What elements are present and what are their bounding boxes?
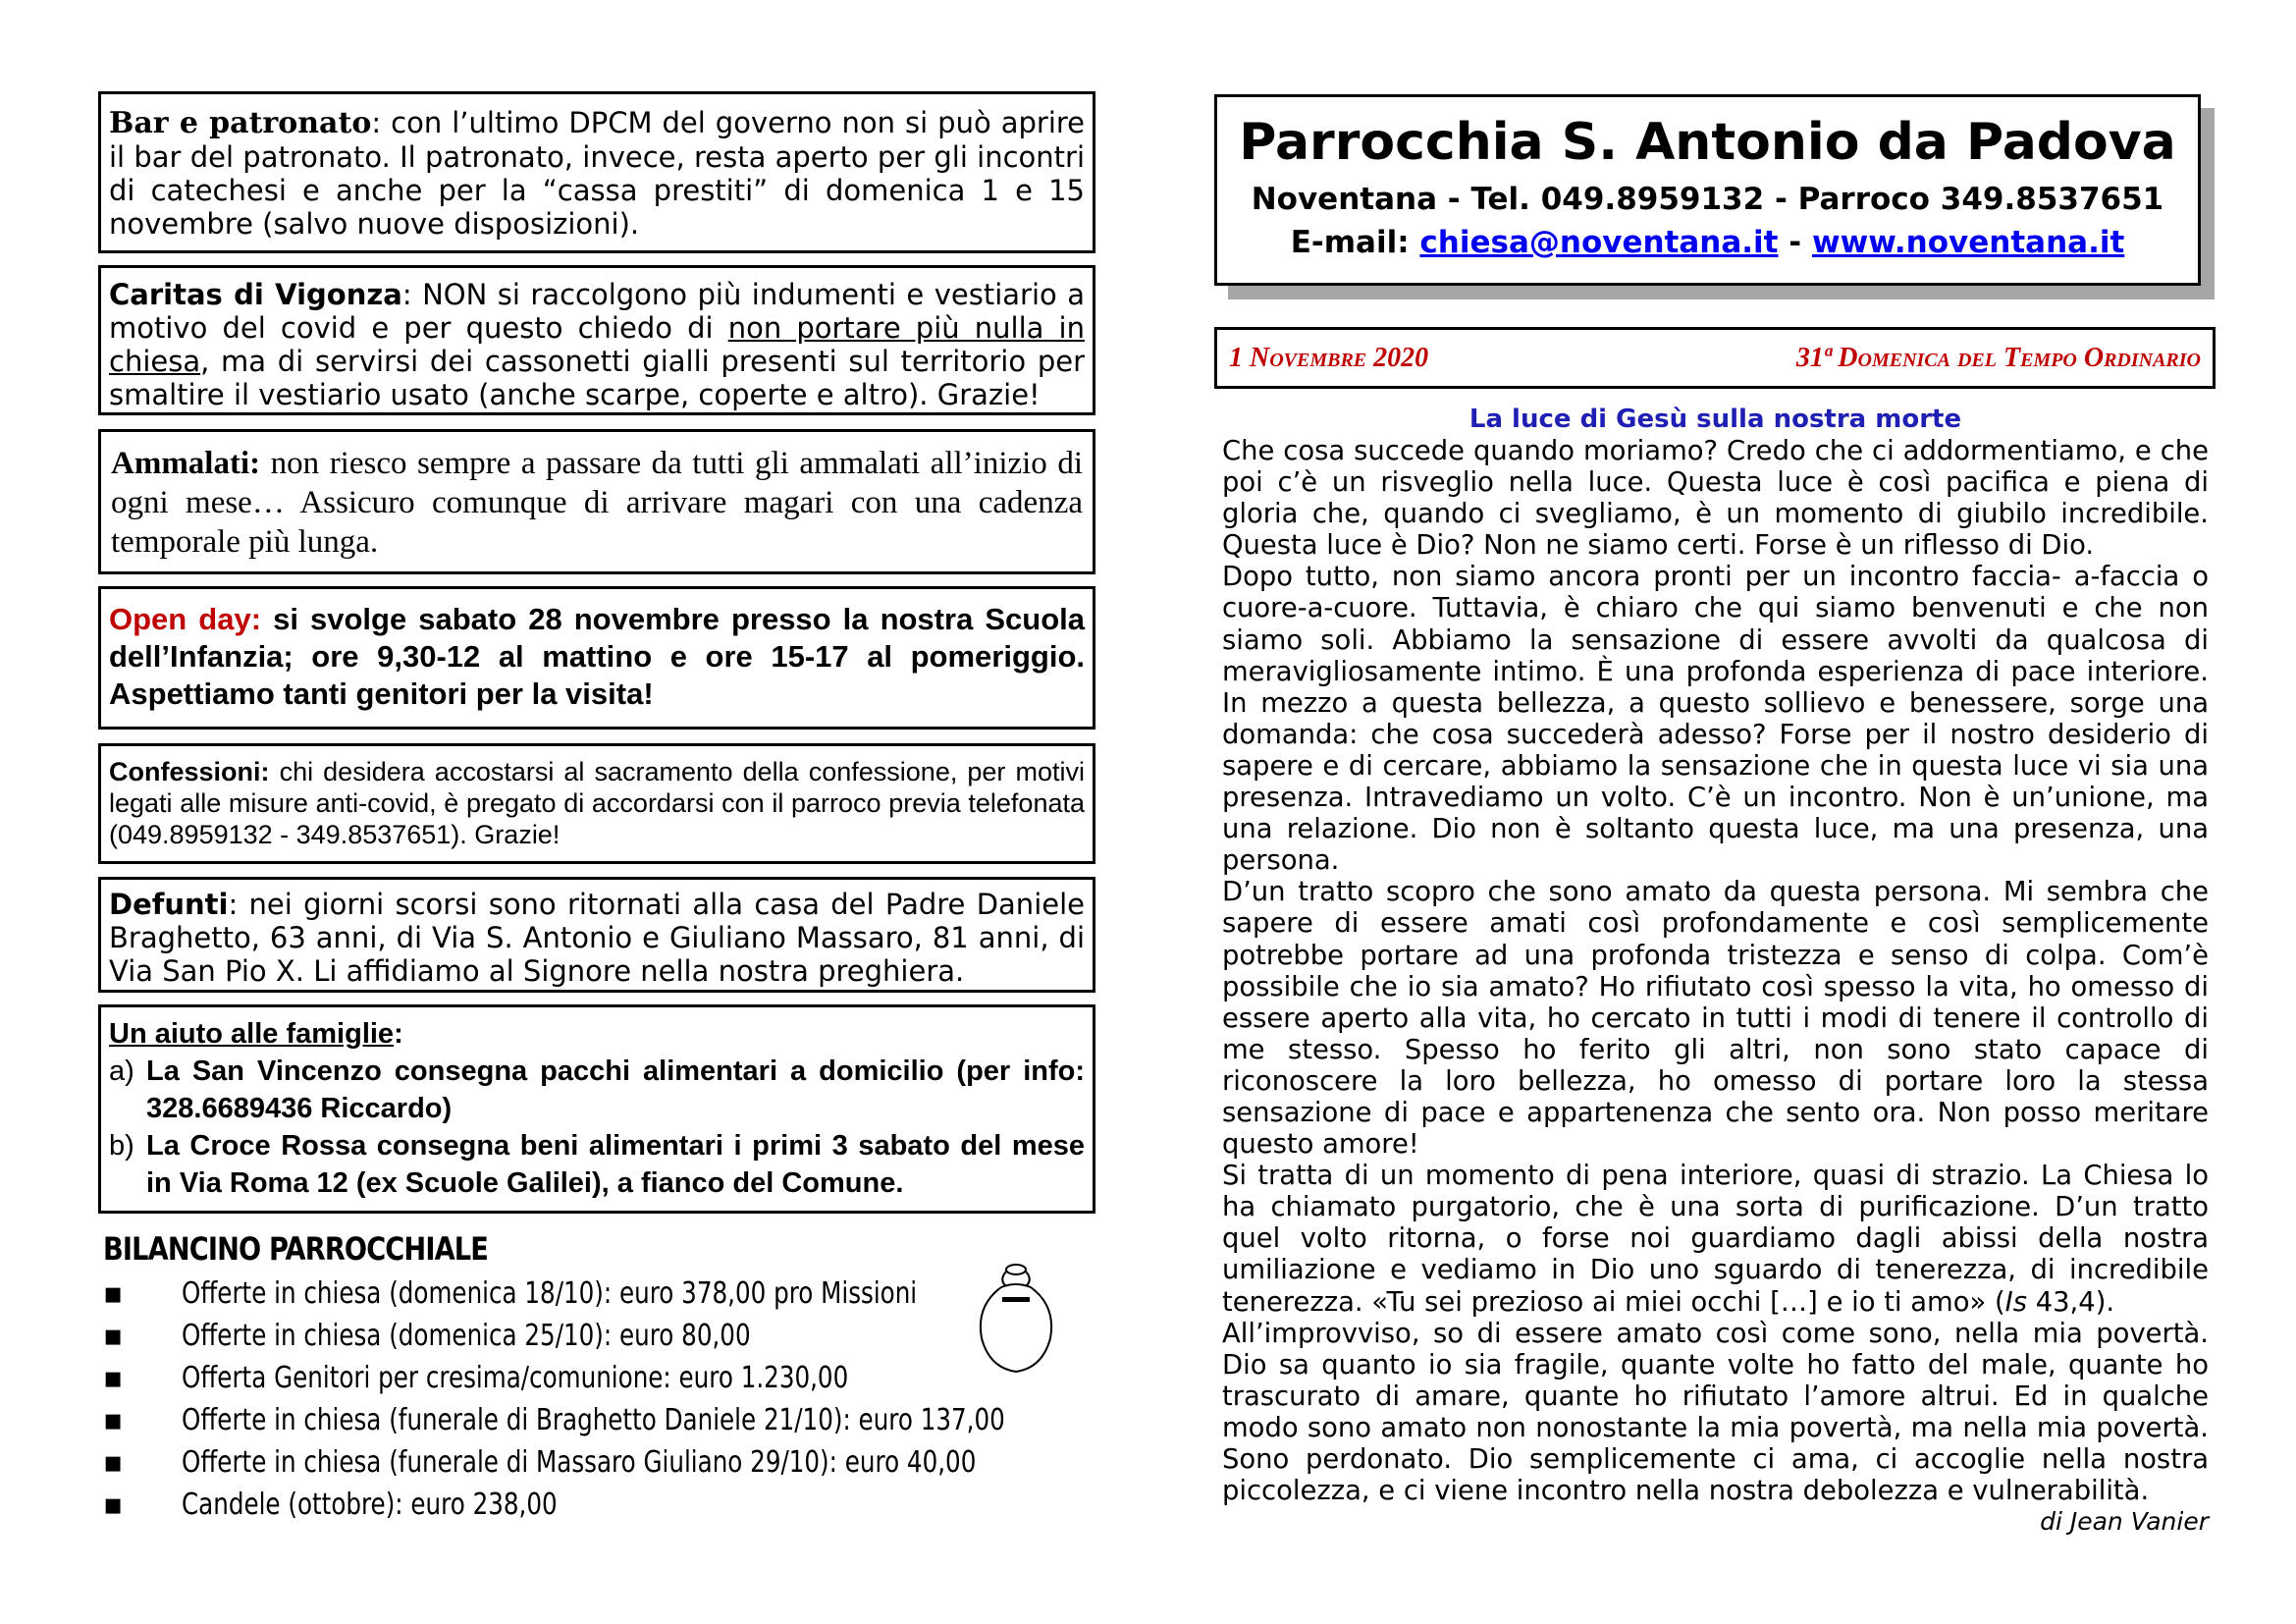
date-band xyxy=(1214,327,2216,389)
notice-open-day xyxy=(98,586,1095,730)
email-label: E-mail: xyxy=(1290,225,1420,260)
notice-text: non riesco sempre a passare da tutti gli ammalati all’inizio di ogni mese… Assicuro comunque di arrivare magari con una cadenza temporale più lunga. xyxy=(111,446,1083,560)
list-item-label: a) xyxy=(109,1056,134,1087)
notice-title: Bar e patronato xyxy=(109,106,372,140)
list-item xyxy=(109,1127,1085,1202)
article-paragraph xyxy=(1222,1161,2209,1318)
notice-caritas xyxy=(98,265,1095,415)
bullet-icon: ▪ xyxy=(103,1445,124,1480)
notice-text: : NON si raccolgono più indumenti e vestiario a motivo del covid e per questo chiedo di xyxy=(109,278,1085,345)
notice-title: Open day: xyxy=(109,602,262,636)
offering-jar-icon xyxy=(972,1262,1060,1375)
separator: - xyxy=(1778,225,1812,260)
article-paragraph: All’improvviso, so di essere amato così come sono, nella mia povertà. Dio sa quanto io sia fragile, quante volte ho fatto del male, quante ho trascurato di amare, quante ho rifiutato l’amore altrui. Ed in qualche modo sono amato non nonostante la mia povertà, ma nella mia povertà. Sono perdonato. Dio semplicemente ci ama, ci accoglie nella nostra piccolezza, e ci viene incontro nella nostra debolezza e vulnerabilità. xyxy=(1222,1318,2209,1507)
notice-underlined-text: non portare più nulla in chiesa xyxy=(109,311,1085,378)
list-item xyxy=(103,1358,1006,1400)
list-item-text: Offerte in chiesa (funerale di Massaro Giuliano 29/10): euro 40,00 xyxy=(182,1445,977,1480)
list-item-text: Candele (ottobre): euro 238,00 xyxy=(182,1488,558,1522)
notice-defunti xyxy=(98,877,1095,993)
email-line xyxy=(1217,225,2198,260)
list-item-text: La Croce Rossa consegna beni alimentari i primi 3 sabato del mese in Via Roma 12 (ex Scuole Galilei), a fianco del Comune. xyxy=(146,1130,1085,1199)
article-paragraph: Che cosa succede quando moriamo? Credo che ci addormentiamo, e che poi c’è un risveglio nella luce. Questa luce è così pacifica e piena di gloria che, quando ci svegliamo, è un momento di giubilo incredibile. Questa luce è Dio? Non ne siamo certi. Forse è un riflesso di Dio. xyxy=(1222,436,2209,562)
contact-line: Noventana - Tel. 049.8959132 - Parroco 349.8537651 xyxy=(1251,182,2164,217)
notice-text: : nei giorni scorsi sono ritornati alla casa del Padre Daniele Braghetto, 63 anni, di Via S. Antonio e Giuliano Massaro, 81 anni, di Via San Pio X. Li affidiamo al Signore nella nostra preghiera. xyxy=(109,888,1085,988)
website-link[interactable]: www.noventana.it xyxy=(1811,225,2125,260)
scripture-reference: Is xyxy=(2004,1286,2027,1318)
notice-text: , ma di servirsi dei cassonetti gialli presenti sul territorio per smaltire il vestiario usato (anche scarpe, coperte e altro). Grazie! xyxy=(109,345,1085,411)
liturgical-sunday: 31ª Domenica del Tempo Ordinario xyxy=(1795,342,2201,373)
article-body xyxy=(1222,436,2209,1507)
article-author: di Jean Vanier xyxy=(2040,1507,2209,1537)
issue-date: 1 Novembre 2020 xyxy=(1229,342,1429,373)
notice-title: Un aiuto alle famiglie xyxy=(109,1018,395,1050)
bullet-icon: ▪ xyxy=(103,1361,124,1395)
notice-title: Ammalati: xyxy=(111,446,261,481)
bullet-icon: ▪ xyxy=(103,1488,124,1522)
article-title: La luce di Gesù sulla nostra morte xyxy=(1468,405,1962,434)
article-paragraph: Dopo tutto, non siamo ancora pronti per un incontro faccia- a-faccia o cuore-a-cuore. Tuttavia, è chiaro che qui siamo benvenuti e che non siamo soli. Abbiamo la sensazione di essere avvolti da qualcosa di meravigliosamente intimo. È una profonda esperienza di pace interiore. In mezzo a questa bellezza, a questo sollievo e benessere, sorge una domanda: che cosa succederà adesso? Forse per il nostro desiderio di sapere e di cercare, abbiamo la sensazione che in questa luce vi sia una presenza. Intravediamo un volto. C’è un incontro. Non è un’unione, ma una relazione. Dio non è soltanto questa luce, ma una presenza, una persona. xyxy=(1222,562,2209,877)
list-item xyxy=(103,1316,1006,1358)
list-item xyxy=(109,1053,1085,1127)
list-item-label: b) xyxy=(109,1130,134,1162)
list-item-text: Offerte in chiesa (domenica 25/10): euro 80,00 xyxy=(182,1319,751,1353)
bilancino-parrocchiale xyxy=(103,1230,1006,1527)
notice-aiuto-famiglie xyxy=(98,1004,1095,1214)
notice-title: Defunti xyxy=(109,888,229,921)
bullet-icon: ▪ xyxy=(103,1319,124,1353)
list-item-text: La San Vincenzo consegna pacchi alimentari a domicilio (per info: 328.6689436 Riccardo) xyxy=(146,1056,1085,1124)
bullet-icon: ▪ xyxy=(103,1403,124,1437)
list-item xyxy=(103,1442,1006,1485)
notice-title: Caritas di Vigonza xyxy=(109,278,402,311)
article-text: Si tratta di un momento di pena interiore, quasi di strazio. La Chiesa lo ha chiamato purgatorio, che è una sorta di purificazione. D’un tratto quel volto ritorna, o forse noi guardiamo dagli abissi della nostra umiliazione e vediamo in Dio uno sguardo di tenerezza, di incredibile tenerezza. «Tu sei prezioso ai miei occhi […] e io ti amo» ( xyxy=(1222,1161,2209,1318)
list-item-text: Offerte in chiesa (funerale di Braghetto Daniele 21/10): euro 137,00 xyxy=(182,1403,1005,1437)
article-text: 43,4). xyxy=(2027,1286,2115,1318)
notice-bar-patronato xyxy=(98,91,1095,253)
section-title: BILANCINO PARROCCHIALE xyxy=(103,1230,489,1268)
notice-text: si svolge sabato 28 novembre presso la nostra Scuola dell’Infanzia; ore 9,30-12 al mattino e ore 15-17 al pomeriggio. Aspettiamo tanti genitori per la visita! xyxy=(109,602,1085,711)
aiuto-list xyxy=(109,1053,1085,1202)
notice-title: Confessioni: xyxy=(109,757,270,786)
article xyxy=(1222,405,2209,1536)
list-item xyxy=(103,1273,1006,1316)
list-item xyxy=(103,1400,1006,1442)
article-paragraph: D’un tratto scopro che sono amato da questa persona. Mi sembra che sapere di essere amati così profondamente e così semplicemente potrebbe portare ad una profonda tristezza e senso di colpa. Com’è possibile che io sia amato? Ho rifiutato così spesso la vita, ho omesso di essere aperto alla vita, ho cercato in tutti i modi di tenere il controllo di me stesso. Spesso ho ferito gli altri, non sono stato capace di riconoscere la loro bellezza, ho omesso di portare loro la stessa sensazione di pace e appartenenza che sento ora. Non posso meritare questo amore! xyxy=(1222,877,2209,1161)
list-item-text: Offerta Genitori per cresima/comunione: euro 1.230,00 xyxy=(182,1361,849,1395)
parish-title: Parrocchia S. Antonio da Padova xyxy=(1239,113,2176,172)
notice-confessioni xyxy=(98,743,1095,864)
notice-title-colon: : xyxy=(394,1018,403,1050)
email-link[interactable]: chiesa@noventana.it xyxy=(1419,225,1779,260)
notice-text: chi desidera accostarsi al sacramento della confessione, per motivi legati alle misure anti-covid, è pregato di accordarsi con il parroco previa telefonata (049.8959132 - 349.8537651). Grazie! xyxy=(109,757,1085,849)
notice-text: : con l’ultimo DPCM del governo non si può aprire il bar del patronato. Il patronato, invece, resta aperto per gli incontri di catechesi e anche per la “cassa prestiti” di domenica 1 e 15 novembre (salvo nuove disposizioni). xyxy=(109,106,1086,241)
bullet-icon: ▪ xyxy=(103,1276,124,1311)
masthead xyxy=(1214,94,2201,286)
list-item xyxy=(103,1485,1006,1527)
list-item-text: Offerte in chiesa (domenica 18/10): euro 378,00 pro Missioni xyxy=(182,1276,918,1311)
notice-ammalati xyxy=(98,429,1095,574)
